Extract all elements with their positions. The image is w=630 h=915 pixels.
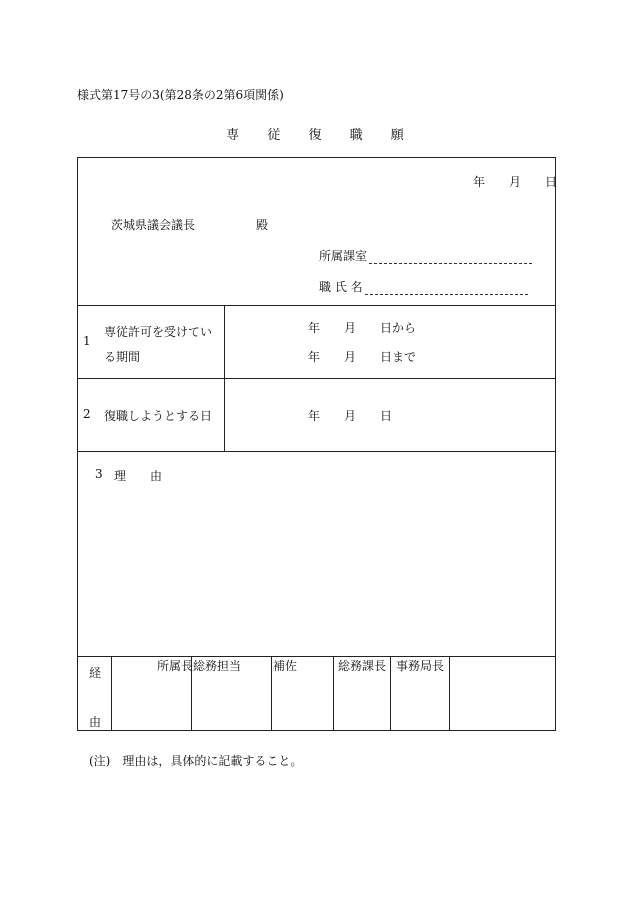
- name-underline: [365, 282, 528, 295]
- title-char: 願: [390, 128, 404, 143]
- position-name-label: 職 氏 名: [319, 280, 363, 294]
- column-divider: [333, 656, 334, 731]
- footnote: (注) 理由は，具体的に記載すること。: [89, 754, 303, 768]
- form-reference: 様式第17号の3(第28条の2第6項関係): [77, 88, 284, 102]
- name-field: [319, 278, 528, 295]
- honorific: 殿: [256, 218, 269, 232]
- header-date-year: 年: [473, 175, 486, 189]
- title-char: 専: [226, 128, 240, 143]
- row2-year: 年: [308, 409, 321, 423]
- row2-day: 日: [380, 409, 393, 423]
- row2-number: 2: [83, 407, 91, 421]
- addressee: 茨城県議会議長: [111, 218, 196, 232]
- routing-column: 総務課長: [338, 659, 387, 673]
- row1-from-day: 日から: [380, 321, 417, 335]
- document-title: [0, 124, 630, 143]
- column-divider: [224, 305, 225, 451]
- dept-field: [319, 247, 532, 264]
- row-divider: [77, 378, 556, 379]
- routing-label-top: 経: [89, 666, 102, 680]
- row2-month: 月: [344, 409, 357, 423]
- row3-label-a: 理: [114, 469, 127, 483]
- title-char: 従: [267, 128, 281, 143]
- column-divider: [271, 656, 272, 731]
- title-char: 復: [308, 128, 322, 143]
- row3-number: 3: [95, 467, 103, 481]
- row-divider: [77, 305, 556, 306]
- routing-column: 所属長: [157, 659, 194, 673]
- row-divider: [77, 451, 556, 452]
- row3-label-b: 由: [150, 469, 163, 483]
- routing-column: 総務担当: [193, 659, 242, 673]
- routing-label-bottom: 由: [89, 715, 102, 729]
- routing-column: 事務局長: [396, 659, 445, 673]
- header-date-day: 日: [545, 175, 558, 189]
- header-date-month: 月: [509, 175, 522, 189]
- row1-number: 1: [83, 334, 91, 348]
- row-divider: [77, 656, 556, 657]
- row1-to-year: 年: [308, 350, 321, 364]
- dept-label: 所属課室: [319, 249, 368, 263]
- row1-label-line2: る期間: [104, 350, 141, 364]
- row1-from-month: 月: [344, 321, 357, 335]
- form-table: [77, 157, 556, 731]
- column-divider: [111, 656, 112, 731]
- row2-label: 復職しようとする日: [104, 409, 213, 423]
- row1-from-year: 年: [308, 321, 321, 335]
- dept-underline: [369, 251, 532, 264]
- title-char: 職: [349, 128, 363, 143]
- row1-to-day: 日まで: [380, 350, 417, 364]
- row1-label-line1: 専従許可を受けてい: [104, 325, 213, 339]
- column-divider: [449, 656, 450, 731]
- column-divider: [390, 656, 391, 731]
- routing-column: 補佐: [273, 659, 298, 673]
- row1-to-month: 月: [344, 350, 357, 364]
